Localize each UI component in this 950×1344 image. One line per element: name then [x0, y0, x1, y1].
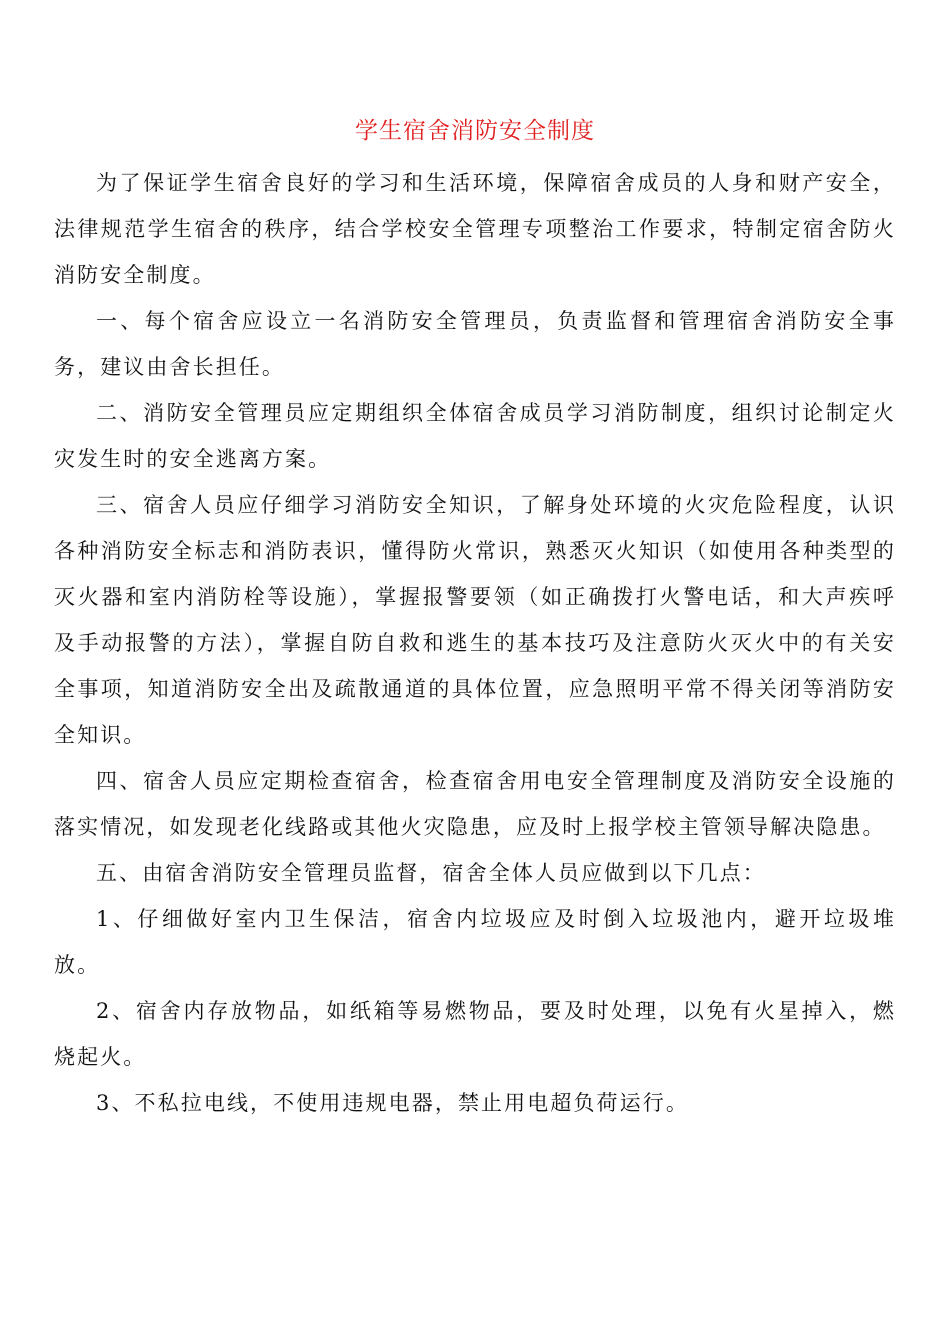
rule-paragraph-3: 三、宿舍人员应仔细学习消防安全知识，了解身处环境的火灾危险程度，认识各种消防安全标志和消防表识，懂得防火常识，熟悉灭火知识（如使用各种类型的灭火器和室内消防栓等设施），掌握报警要领（如正确拨打火警电话，和大声疾呼及手动报警的方法），掌握自防自救和逃生的基本技巧及注意防火灭火中的有关安全事项，知道消防安全出及疏散通道的具体位置，应急照明平常不得关闭等消防安全知识。 [54, 493, 896, 747]
intro-paragraph: 为了保证学生宿舍良好的学习和生活环境，保障宿舍成员的人身和财产安全，法律规范学生宿舍的秩序，结合学校安全管理专项整治工作要求，特制定宿舍防火消防安全制度。 [54, 171, 896, 287]
rule-paragraph-4: 四、宿舍人员应定期检查宿舍，检查宿舍用电安全管理制度及消防安全设施的落实情况，如发现老化线路或其他火灾隐患，应及时上报学校主管领导解决隐患。 [54, 769, 896, 839]
rule-paragraph-5: 五、由宿舍消防安全管理员监督，宿舍全体人员应做到以下几点： [96, 861, 766, 885]
document-body [54, 160, 896, 1126]
list-item-2: 2、宿舍内存放物品，如纸箱等易燃物品，要及时处理，以免有火星掉入，燃烧起火。 [54, 999, 896, 1069]
rule-paragraph-1: 一、每个宿舍应设立一名消防安全管理员，负责监督和管理宿舍消防安全事务，建议由舍长担任。 [54, 309, 896, 379]
rule-paragraph-2: 二、消防安全管理员应定期组织全体宿舍成员学习消防制度，组织讨论制定火灾发生时的安全逃离方案。 [54, 401, 896, 471]
list-item-3: 3、不私拉电线，不使用违规电器，禁止用电超负荷运行。 [96, 1091, 689, 1115]
list-item-1: 1、仔细做好室内卫生保洁，宿舍内垃圾应及时倒入垃圾池内，避开垃圾堆放。 [54, 907, 896, 977]
document-title: 学生宿舍消防安全制度 [355, 118, 595, 144]
